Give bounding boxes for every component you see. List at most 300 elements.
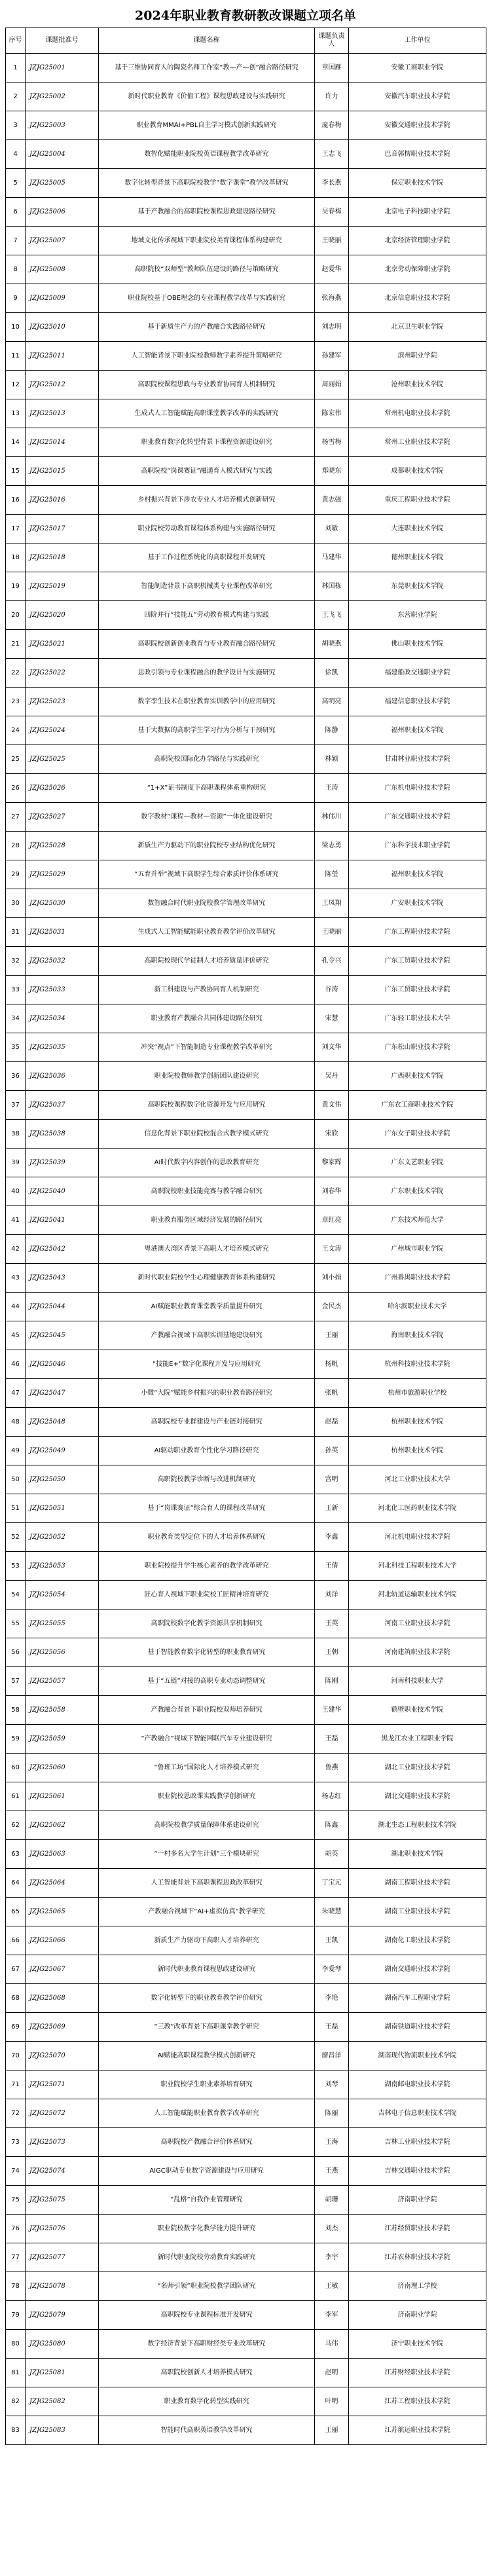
- row-index: 3: [6, 111, 26, 140]
- table-row: [6, 947, 486, 976]
- project-name: “五育并举”视域下高职学生综合素质评价体系研究: [99, 860, 315, 889]
- work-unit: 广安职业技术学院: [349, 889, 486, 918]
- approval-number: JZJG25013: [26, 399, 99, 428]
- work-unit: 广州番禺职业技术学院: [349, 1264, 486, 1293]
- work-unit: 甘肃林业职业技术学院: [349, 745, 486, 774]
- project-name: “一村多名大学生计划”三个模块研究: [99, 1840, 315, 1869]
- work-unit: 广东工程职业技术学院: [349, 918, 486, 947]
- approval-number: JZJG25039: [26, 1149, 99, 1177]
- table-row: [6, 1552, 486, 1581]
- approval-number: JZJG25007: [26, 227, 99, 255]
- approval-number: JZJG25075: [26, 2186, 99, 2215]
- table-row: [6, 342, 486, 371]
- project-lead: 金民杰: [315, 1293, 349, 1321]
- table-row: [6, 2070, 486, 2099]
- project-name: 基于智能教育数字化转型的职业教育研究: [99, 1638, 315, 1667]
- row-index: 46: [6, 1350, 26, 1379]
- approval-number: JZJG25027: [26, 803, 99, 832]
- table-row: [6, 2128, 486, 2157]
- row-index: 42: [6, 1235, 26, 1264]
- row-index: 15: [6, 457, 26, 486]
- table-row: [6, 659, 486, 688]
- work-unit: 江苏农林职业技术学院: [349, 2243, 486, 2272]
- project-lead: 叶明: [315, 2387, 349, 2416]
- row-index: 67: [6, 1955, 26, 1984]
- work-unit: 河北科技工程职业技术大学: [349, 1552, 486, 1581]
- work-unit: 福建船政交通职业学院: [349, 659, 486, 688]
- project-name: 数智融合时代职业院校教学管理改革研究: [99, 889, 315, 918]
- work-unit: 广东工贸职业技术学院: [349, 976, 486, 1004]
- project-lead: 王凤翔: [315, 889, 349, 918]
- approval-number: JZJG25061: [26, 1782, 99, 1811]
- table-row: [6, 1062, 486, 1091]
- project-lead: 王英: [315, 1610, 349, 1638]
- table-row: [6, 976, 486, 1004]
- project-name: 高职院校专业群建设与产业链对接研究: [99, 1408, 315, 1437]
- work-unit: 湖南铁道职业技术学院: [349, 2013, 486, 2042]
- row-index: 65: [6, 1898, 26, 1926]
- project-lead: 陈刚: [315, 1667, 349, 1696]
- project-name: 人工智能背景下职业院校教师数字素养提升策略研究: [99, 342, 315, 371]
- row-index: 60: [6, 1754, 26, 1782]
- project-lead: 王燕: [315, 2157, 349, 2186]
- table-row: [6, 1955, 486, 1984]
- row-index: 70: [6, 2042, 26, 2070]
- table-row: [6, 1465, 486, 1494]
- approval-number: JZJG25029: [26, 860, 99, 889]
- work-unit: 福州职业技术学院: [349, 860, 486, 889]
- project-name: 信息化背景下职业院校混合式教学模式研究: [99, 1120, 315, 1149]
- work-unit: 广西职业技术学院: [349, 1062, 486, 1091]
- project-name: 高职院校教学诊断与改进机制研究: [99, 1465, 315, 1494]
- approval-number: JZJG25049: [26, 1437, 99, 1465]
- project-lead: 刘小娟: [315, 1264, 349, 1293]
- project-name: 高职院校国际化办学路径与实践研究: [99, 745, 315, 774]
- work-unit: 湖北交通职业技术学院: [349, 1782, 486, 1811]
- row-index: 82: [6, 2387, 26, 2416]
- work-unit: 杭州职业技术学院: [349, 1437, 486, 1465]
- project-lead: 杨志红: [315, 1782, 349, 1811]
- project-lead: 周丽娟: [315, 371, 349, 399]
- work-unit: 济南职业学院: [349, 2186, 486, 2215]
- table-row: [6, 716, 486, 745]
- work-unit: 海南职业技术学院: [349, 1321, 486, 1350]
- project-name: 职业院校学生职业素养培育研究: [99, 2070, 315, 2099]
- table-row: [6, 918, 486, 947]
- project-lead: 孙建军: [315, 342, 349, 371]
- project-lead: 庞春梅: [315, 111, 349, 140]
- project-lead: 胡珊: [315, 2186, 349, 2215]
- project-lead: 马建华: [315, 543, 349, 572]
- row-index: 77: [6, 2243, 26, 2272]
- table-row: [6, 2387, 486, 2416]
- project-lead: 吴春梅: [315, 198, 349, 227]
- project-name: 思政引领与专业课程融合的教学设计与实施研究: [99, 659, 315, 688]
- approval-number: JZJG25002: [26, 83, 99, 111]
- project-name: 数智化赋能职业院校英语课程教学改革研究: [99, 140, 315, 169]
- table-row: [6, 543, 486, 572]
- work-unit: 安徽汽车职业技术学院: [349, 83, 486, 111]
- project-name: 职业教育产教融合共同体建设路径研究: [99, 1004, 315, 1033]
- work-unit: 佛山职业技术学院: [349, 630, 486, 659]
- approval-number: JZJG25012: [26, 371, 99, 399]
- project-lead: 许力: [315, 83, 349, 111]
- approval-number: JZJG25055: [26, 1610, 99, 1638]
- row-index: 80: [6, 2330, 26, 2359]
- project-name: 基于工作过程系统化的高职课程开发研究: [99, 543, 315, 572]
- project-lead: 陈丽: [315, 2099, 349, 2128]
- table-row: [6, 1926, 486, 1955]
- table-header-row: [6, 28, 486, 54]
- project-name: AI驱动职业教育个性化学习路径研究: [99, 1437, 315, 1465]
- table-row: [6, 601, 486, 630]
- approval-number: JZJG25065: [26, 1898, 99, 1926]
- project-lead: 朱晓慧: [315, 1898, 349, 1926]
- row-index: 2: [6, 83, 26, 111]
- project-lead: 陈瑩: [315, 860, 349, 889]
- project-name: 基于三维协同育人的陶瓷名师工作室“教—产—创”融合路径研究: [99, 54, 315, 83]
- project-name: 职业院校思政课实践教学创新研究: [99, 1782, 315, 1811]
- project-lead: 王晓丽: [315, 918, 349, 947]
- project-lead: 刘琴: [315, 2070, 349, 2099]
- project-lead: 赵爱华: [315, 255, 349, 284]
- project-name: 人工智能背景下高职课程思政改革研究: [99, 1869, 315, 1898]
- project-name: 新时代职业院校学生心理健康教育体系构建研究: [99, 1264, 315, 1293]
- project-lead: 刘文华: [315, 1033, 349, 1062]
- project-lead: 陈鑫: [315, 1811, 349, 1840]
- project-name: 高职院校专业课程标准开发研究: [99, 2301, 315, 2330]
- project-lead: 陈宏伟: [315, 399, 349, 428]
- project-lead: 孙英: [315, 1437, 349, 1465]
- project-lead: 宋欣: [315, 1120, 349, 1149]
- row-index: 54: [6, 1581, 26, 1610]
- project-name: “1+X”证书制度下高职课程体系重构研究: [99, 774, 315, 803]
- row-index: 79: [6, 2301, 26, 2330]
- table-row: [6, 774, 486, 803]
- work-unit: 湖南化工职业技术学院: [349, 1926, 486, 1955]
- approval-number: JZJG25017: [26, 515, 99, 543]
- table-row: [6, 2301, 486, 2330]
- table-row: [6, 572, 486, 601]
- row-index: 26: [6, 774, 26, 803]
- row-index: 1: [6, 54, 26, 83]
- approval-number: JZJG25028: [26, 832, 99, 860]
- row-index: 35: [6, 1033, 26, 1062]
- approval-number: JZJG25020: [26, 601, 99, 630]
- approval-number: JZJG25019: [26, 572, 99, 601]
- project-name: 新工科建设与产教协同育人机制研究: [99, 976, 315, 1004]
- work-unit: 巴音郭楞职业技术学院: [349, 140, 486, 169]
- table-row: [6, 371, 486, 399]
- approval-number: JZJG25050: [26, 1465, 99, 1494]
- work-unit: 保定职业技术学院: [349, 169, 486, 198]
- work-unit: 广东机电职业技术学院: [349, 774, 486, 803]
- project-name: 高职院校现代学徒制人才培养质量评价研究: [99, 947, 315, 976]
- approval-number: JZJG25083: [26, 2416, 99, 2445]
- project-lead: 王丽: [315, 2416, 349, 2445]
- project-list-table: [5, 28, 486, 2445]
- work-unit: 杭州科技职业技术学院: [349, 1350, 486, 1379]
- project-name: 产教融合视域下“AI+虚拟仿真”教学研究: [99, 1898, 315, 1926]
- row-index: 75: [6, 2186, 26, 2215]
- work-unit: 东莞职业技术学院: [349, 572, 486, 601]
- project-name: 新时代职业教育课程思政建设研究: [99, 1955, 315, 1984]
- row-index: 16: [6, 486, 26, 515]
- table-row: [6, 284, 486, 313]
- row-index: 17: [6, 515, 26, 543]
- row-index: 12: [6, 371, 26, 399]
- project-name: 职业院校教师教学创新团队建设研究: [99, 1062, 315, 1091]
- project-lead: 宫明: [315, 1465, 349, 1494]
- approval-number: JZJG25011: [26, 342, 99, 371]
- project-name: 职业院校提升学生核心素养的教学改革研究: [99, 1552, 315, 1581]
- row-index: 10: [6, 313, 26, 342]
- project-lead: 谷涛: [315, 976, 349, 1004]
- approval-number: JZJG25001: [26, 54, 99, 83]
- row-index: 73: [6, 2128, 26, 2157]
- work-unit: 广东女子职业技术学院: [349, 1120, 486, 1149]
- approval-number: JZJG25071: [26, 2070, 99, 2099]
- table-row: [6, 515, 486, 543]
- project-name: 职业院校数字化教学能力提升研究: [99, 2215, 315, 2243]
- project-lead: 王新: [315, 1494, 349, 1523]
- approval-number: JZJG25037: [26, 1091, 99, 1120]
- work-unit: 福建信息职业技术学院: [349, 688, 486, 716]
- table-row: [6, 1235, 486, 1264]
- project-name: 高职院校创新人才培养模式研究: [99, 2359, 315, 2387]
- row-index: 33: [6, 976, 26, 1004]
- row-index: 31: [6, 918, 26, 947]
- table-row: [6, 803, 486, 832]
- approval-number: JZJG25041: [26, 1206, 99, 1235]
- work-unit: 吉林交通职业技术学院: [349, 2157, 486, 2186]
- project-name: 数字孪生技术在职业教育实训教学中的应用研究: [99, 688, 315, 716]
- table-row: [6, 255, 486, 284]
- approval-number: JZJG25024: [26, 716, 99, 745]
- row-index: 36: [6, 1062, 26, 1091]
- project-name: 乡村振兴背景下涉农专业人才培养模式创新研究: [99, 486, 315, 515]
- row-index: 29: [6, 860, 26, 889]
- row-index: 61: [6, 1782, 26, 1811]
- project-lead: 高明亮: [315, 688, 349, 716]
- approval-number: JZJG25070: [26, 2042, 99, 2070]
- project-name: 基于“五链”对接的高职专业动态调整研究: [99, 1667, 315, 1696]
- work-unit: 河北机电职业技术学院: [349, 1523, 486, 1552]
- approval-number: JZJG25074: [26, 2157, 99, 2186]
- approval-number: JZJG25053: [26, 1552, 99, 1581]
- approval-number: JZJG25064: [26, 1869, 99, 1898]
- table-row: [6, 1581, 486, 1610]
- work-unit: 沧州职业技术学院: [349, 371, 486, 399]
- row-index: 63: [6, 1840, 26, 1869]
- project-name: 四阶并行“技能五”劳动教育模式构建与实践: [99, 601, 315, 630]
- project-lead: 杨帆: [315, 1350, 349, 1379]
- work-unit: 广州城市职业学院: [349, 1235, 486, 1264]
- row-index: 64: [6, 1869, 26, 1898]
- work-unit: 吉林工业职业技术学院: [349, 2128, 486, 2157]
- work-unit: 北京劳动保障职业学院: [349, 255, 486, 284]
- approval-number: JZJG25003: [26, 111, 99, 140]
- row-index: 56: [6, 1638, 26, 1667]
- table-row: [6, 1811, 486, 1840]
- approval-number: JZJG25022: [26, 659, 99, 688]
- project-lead: 林国栋: [315, 572, 349, 601]
- approval-number: JZJG25010: [26, 313, 99, 342]
- table-row: [6, 1696, 486, 1725]
- project-name: 职业院校劳动教育课程体系构建与实施路径研究: [99, 515, 315, 543]
- table-row: [6, 1984, 486, 2013]
- row-index: 24: [6, 716, 26, 745]
- work-unit: 广东职业技术学院: [349, 1177, 486, 1206]
- row-index: 14: [6, 428, 26, 457]
- work-unit: 成都职业技术学院: [349, 457, 486, 486]
- approval-number: JZJG25045: [26, 1321, 99, 1350]
- table-row: [6, 1321, 486, 1350]
- project-name: 产教融合视域下高职实训基地建设研究: [99, 1321, 315, 1350]
- row-index: 53: [6, 1552, 26, 1581]
- approval-number: JZJG25072: [26, 2099, 99, 2128]
- row-index: 27: [6, 803, 26, 832]
- work-unit: 安徽工商职业学院: [349, 54, 486, 83]
- approval-number: JZJG25021: [26, 630, 99, 659]
- work-unit: 北京卫生职业学院: [349, 313, 486, 342]
- row-index: 32: [6, 947, 26, 976]
- approval-number: JZJG25008: [26, 255, 99, 284]
- work-unit: 湖南工程职业技术学院: [349, 1869, 486, 1898]
- table-row: [6, 1206, 486, 1235]
- approval-number: JZJG25073: [26, 2128, 99, 2157]
- project-name: 高职院校产教融合评价体系研究: [99, 2128, 315, 2157]
- work-unit: 滨州职业学院: [349, 342, 486, 371]
- project-name: 数字化转型下的职业教育教学评价研究: [99, 1984, 315, 2013]
- work-unit: 济南职业学院: [349, 2301, 486, 2330]
- project-name: AI时代数字内容创作的思政教育研究: [99, 1149, 315, 1177]
- header-project-lead: 课题负责人: [315, 28, 349, 54]
- project-lead: 丁宝元: [315, 1869, 349, 1898]
- table-row: [6, 832, 486, 860]
- table-row: [6, 486, 486, 515]
- project-name: 高职院校职业技能竞赛与教学融合研究: [99, 1177, 315, 1206]
- project-lead: 章红亮: [315, 1206, 349, 1235]
- row-index: 52: [6, 1523, 26, 1552]
- approval-number: JZJG25044: [26, 1293, 99, 1321]
- row-index: 18: [6, 543, 26, 572]
- table-row: [6, 2013, 486, 2042]
- approval-number: JZJG25069: [26, 2013, 99, 2042]
- project-lead: 李爱琴: [315, 1955, 349, 1984]
- row-index: 78: [6, 2272, 26, 2301]
- approval-number: JZJG25047: [26, 1379, 99, 1408]
- table-row: [6, 1379, 486, 1408]
- row-index: 72: [6, 2099, 26, 2128]
- approval-number: JZJG25067: [26, 1955, 99, 1984]
- project-name: 高职院校“双师型”教师队伍建设的路径与策略研究: [99, 255, 315, 284]
- project-lead: 杨雪梅: [315, 428, 349, 457]
- work-unit: 湖南工业职业技术学院: [349, 1898, 486, 1926]
- approval-number: JZJG25046: [26, 1350, 99, 1379]
- header-approval-number: 课题批准号: [26, 28, 99, 54]
- row-index: 71: [6, 2070, 26, 2099]
- approval-number: JZJG25014: [26, 428, 99, 457]
- project-name: “产教融合”视域下智能网联汽车专业建设研究: [99, 1725, 315, 1754]
- table-row: [6, 1408, 486, 1437]
- table-row: [6, 1840, 486, 1869]
- table-row: [6, 2330, 486, 2359]
- work-unit: 广东交通职业技术学院: [349, 803, 486, 832]
- row-index: 22: [6, 659, 26, 688]
- approval-number: JZJG25004: [26, 140, 99, 169]
- row-index: 7: [6, 227, 26, 255]
- row-index: 25: [6, 745, 26, 774]
- work-unit: 湖南交通职业技术学院: [349, 1955, 486, 1984]
- work-unit: 江苏工程职业技术学院: [349, 2387, 486, 2416]
- project-lead: 宋慧: [315, 1004, 349, 1033]
- work-unit: 重庆工程职业技术学院: [349, 486, 486, 515]
- work-unit: 湖北职业技术学院: [349, 1840, 486, 1869]
- row-index: 23: [6, 688, 26, 716]
- project-lead: 胡晓燕: [315, 630, 349, 659]
- project-lead: 胡英: [315, 1840, 349, 1869]
- project-lead: 李长燕: [315, 169, 349, 198]
- approval-number: JZJG25031: [26, 918, 99, 947]
- project-lead: 王文涛: [315, 1235, 349, 1264]
- project-lead: 王倩: [315, 1552, 349, 1581]
- row-index: 76: [6, 2215, 26, 2243]
- work-unit: 湖北生态工程职业技术学院: [349, 1811, 486, 1840]
- approval-number: JZJG25042: [26, 1235, 99, 1264]
- project-name: 高职院校教学质量保障体系建设研究: [99, 1811, 315, 1840]
- work-unit: 东营职业学院: [349, 601, 486, 630]
- project-name: 新时代职业教育《价值工程》课程思政建设与实践研究: [99, 83, 315, 111]
- project-lead: 王磊: [315, 1725, 349, 1754]
- work-unit: 广东工贸职业技术学院: [349, 947, 486, 976]
- header-project-name: 课题名称: [99, 28, 315, 54]
- work-unit: 河南工业职业技术学院: [349, 1610, 486, 1638]
- project-lead: 王志飞: [315, 140, 349, 169]
- project-name: 新时代职业院校劳动教育实践研究: [99, 2243, 315, 2272]
- project-name: “三教”改革背景下高职课堂教学研究: [99, 2013, 315, 2042]
- table-row: [6, 169, 486, 198]
- row-index: 74: [6, 2157, 26, 2186]
- work-unit: 广东科学技术职业学院: [349, 832, 486, 860]
- approval-number: JZJG25035: [26, 1033, 99, 1062]
- table-row: [6, 2416, 486, 2445]
- approval-number: JZJG25026: [26, 774, 99, 803]
- table-row: [6, 313, 486, 342]
- project-lead: 陈静: [315, 716, 349, 745]
- project-name: AI赋能职业教育课堂教学质量提升研究: [99, 1293, 315, 1321]
- project-name: 基于大数据的高职学生学习行为分析与干预研究: [99, 716, 315, 745]
- table-row: [6, 1754, 486, 1782]
- row-index: 6: [6, 198, 26, 227]
- work-unit: 常州机电职业技术学院: [349, 399, 486, 428]
- work-unit: 济南理工学校: [349, 2272, 486, 2301]
- approval-number: JZJG25078: [26, 2272, 99, 2301]
- table-row: [6, 860, 486, 889]
- table-body: [6, 54, 486, 2445]
- project-lead: 赵明: [315, 2359, 349, 2387]
- project-lead: 廖昌洋: [315, 2042, 349, 2070]
- approval-number: JZJG25030: [26, 889, 99, 918]
- approval-number: JZJG25036: [26, 1062, 99, 1091]
- project-name: 人工智能赋能职业教育教学改革研究: [99, 2099, 315, 2128]
- work-unit: 湖南邮电职业技术学院: [349, 2070, 486, 2099]
- work-unit: 安徽交通职业技术学院: [349, 111, 486, 140]
- project-lead: 刘杰: [315, 2215, 349, 2243]
- project-lead: 李军: [315, 2301, 349, 2330]
- project-lead: 王涛: [315, 774, 349, 803]
- project-name: 基于新质生产力的产教融合实践路径研究: [99, 313, 315, 342]
